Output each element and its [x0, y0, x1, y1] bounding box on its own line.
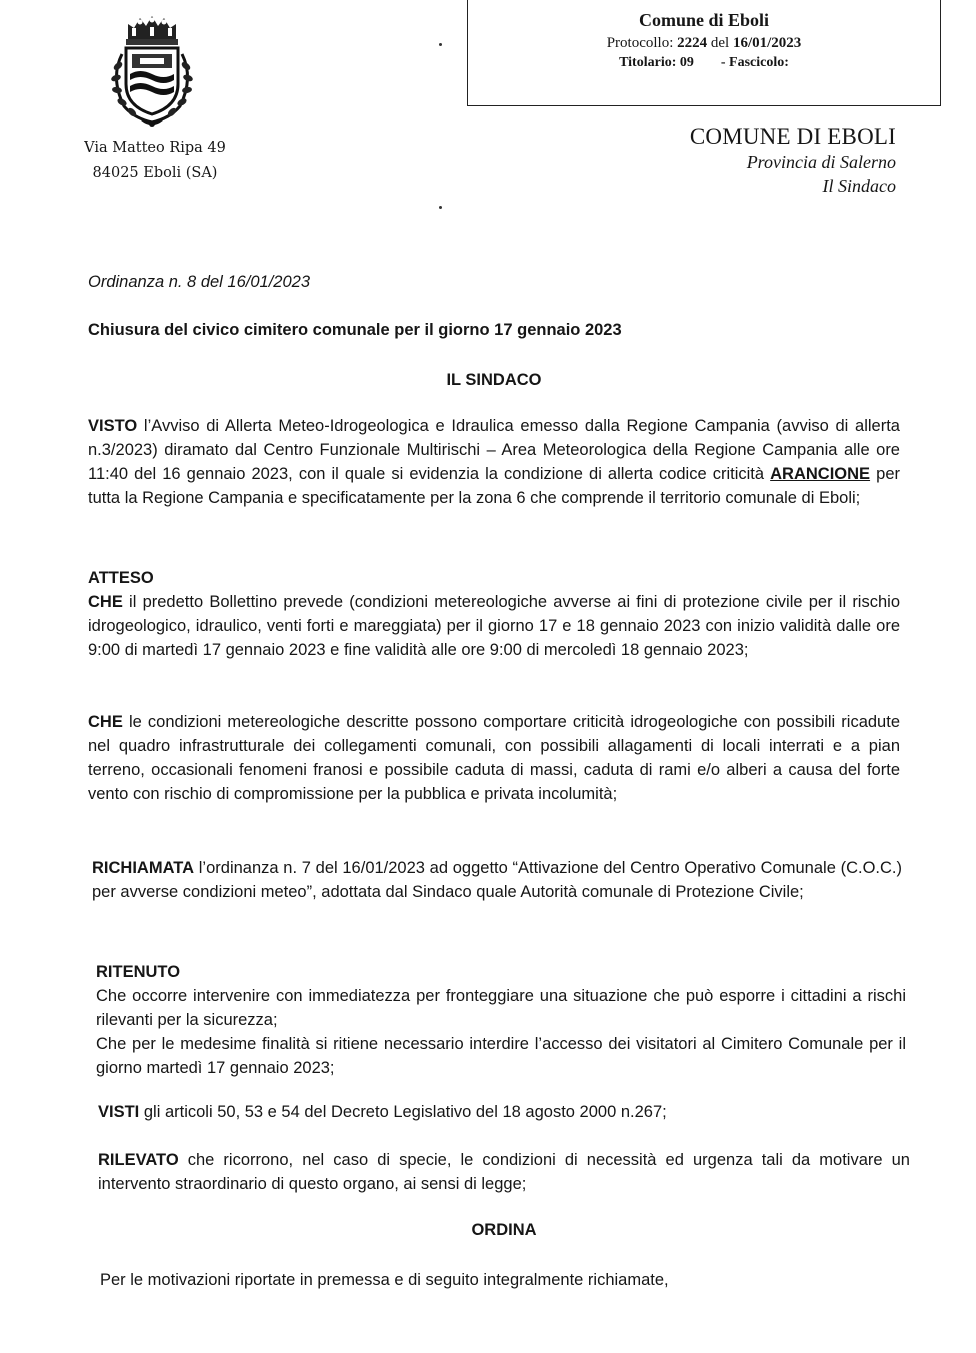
- protocollo-date: 16/01/2023: [732, 35, 802, 51]
- ritenuto-text-1: Che occorre intervenire con immediatezza per fronteggiare una situazione che può esporre i cittadini a rischi rilevanti per la sicurezza;: [96, 987, 906, 1029]
- ordinanza-subject: Chiusura del civico cimitero comunale per il giorno 17 gennaio 2023: [88, 321, 622, 339]
- visto-paragraph: [88, 414, 900, 510]
- rilevato-paragraph: [98, 1148, 910, 1196]
- protocollo-label: Protocollo:: [606, 35, 674, 51]
- fascicolo-label: - Fascicolo:: [720, 55, 789, 70]
- richiamata-label: RICHIAMATA: [92, 859, 195, 877]
- protocol-classification-line: [468, 55, 940, 71]
- richiamata-text: l’ordinanza n. 7 del 16/01/2023 ad oggetto “Attivazione del Centro Operativo Comunale (C.O.C.) per avverse condizioni meteo”, adottata dal Sindaco quale Autorità comunale di Protezione Civile;: [92, 859, 902, 901]
- comune-role: Il Sindaco: [822, 176, 896, 196]
- protocol-number-line: [468, 35, 940, 52]
- atteso-label: ATTESO: [88, 569, 154, 587]
- visto-label: VISTO: [88, 417, 138, 435]
- arancione-label: ARANCIONE: [770, 465, 871, 483]
- che-paragraph-1: [88, 590, 900, 662]
- ordinanza-number: Ordinanza n. 8 del 16/01/2023: [88, 273, 311, 291]
- address-street: Via Matteo Ripa 49: [84, 140, 226, 156]
- municipal-address: [70, 136, 240, 186]
- comune-heading: [690, 124, 896, 198]
- che-label-1: CHE: [88, 593, 123, 611]
- protocollo-number: 2224: [677, 35, 708, 51]
- address-city: 84025 Eboli (SA): [92, 165, 218, 181]
- richiamata-paragraph: [92, 856, 902, 904]
- ritenuto-label: RITENUTO: [96, 963, 181, 981]
- visti-text: gli articoli 50, 53 e 54 del Decreto Legislativo del 18 agosto 2000 n.267;: [143, 1103, 667, 1121]
- comune-provincia: Provincia di Salerno: [746, 152, 896, 172]
- ritenuto-text-2: Che per le medesime finalità si ritiene necessario interdire l’accesso dei visitatori al Cimitero Comunale per il giorno martedì 17 gennaio 2023;: [96, 1035, 906, 1077]
- visto-text: l’Avviso di Allerta Meteo-Idrogeologica e Idraulica emesso dalla Regione Campania (avviso di allerta n.3/2023) diramato dal Centro Funzionale Multirischi – Area Meteorologica della Regione Campania alle ore 11:40 del 16 gennaio 2023, con il quale si evidenzia la condizione di allerta codice criticità: [88, 417, 900, 483]
- rilevato-text: che ricorrono, nel caso di specie, le condizioni di necessità ed urgenza tali da motivare un intervento straordinario di questo organo, ai sensi di legge;: [98, 1151, 910, 1193]
- titolario-value: 09: [679, 55, 694, 70]
- visti-paragraph: [98, 1100, 908, 1124]
- scan-speck: [439, 206, 442, 209]
- visto-text-continued: per tutta la Regione Campania e specificatamente per la zona 6 che comprende il territorio comunale di Eboli;: [88, 465, 900, 507]
- protocol-stamp: [467, 0, 941, 106]
- che-label-2: CHE: [88, 713, 123, 731]
- rilevato-label: RILEVATO: [98, 1151, 179, 1169]
- scan-speck: [439, 43, 442, 46]
- protocol-title: Comune di Eboli: [638, 10, 770, 30]
- titolario-label: Titolario:: [619, 55, 677, 70]
- che-text-1: il predetto Bollettino prevede (condizioni metereologiche avverse ai fini di protezione civile per il rischio idrogeologico, idraulico, venti forti e mareggiata) per il giorno 17 e 18 gennaio 2023 con inizio validità dalle ore 9:00 di martedì 17 gennaio 2023 e fine validità alle ore 9:00 di mercoledì 18 gennaio 2023;: [88, 593, 900, 659]
- closing-line: Per le motivazioni riportate in premessa e di seguito integralmente richiamate,: [100, 1271, 669, 1289]
- che-text-2: le condizioni metereologiche descritte possono comportare criticità idrogeologiche con possibili ricadute nel quadro infrastrutturale dei collegamenti comunali, con possibili allagamenti di locali interrati e a pian terreno, occasionali fenomeni franosi e possibile caduta di massi, caduta di rami e/o alberi a causa del forte vento con rischio di compromissione per la pubblica e privata incolumità;: [88, 713, 900, 803]
- il-sindaco-heading: IL SINDACO: [446, 371, 542, 389]
- municipal-crest-image: [106, 14, 198, 132]
- comune-name: COMUNE DI EBOLI: [689, 124, 896, 149]
- che-paragraph-2: [88, 710, 900, 806]
- protocollo-del-label: del: [710, 35, 730, 51]
- visti-label: VISTI: [98, 1103, 140, 1121]
- ordina-heading: ORDINA: [471, 1221, 537, 1239]
